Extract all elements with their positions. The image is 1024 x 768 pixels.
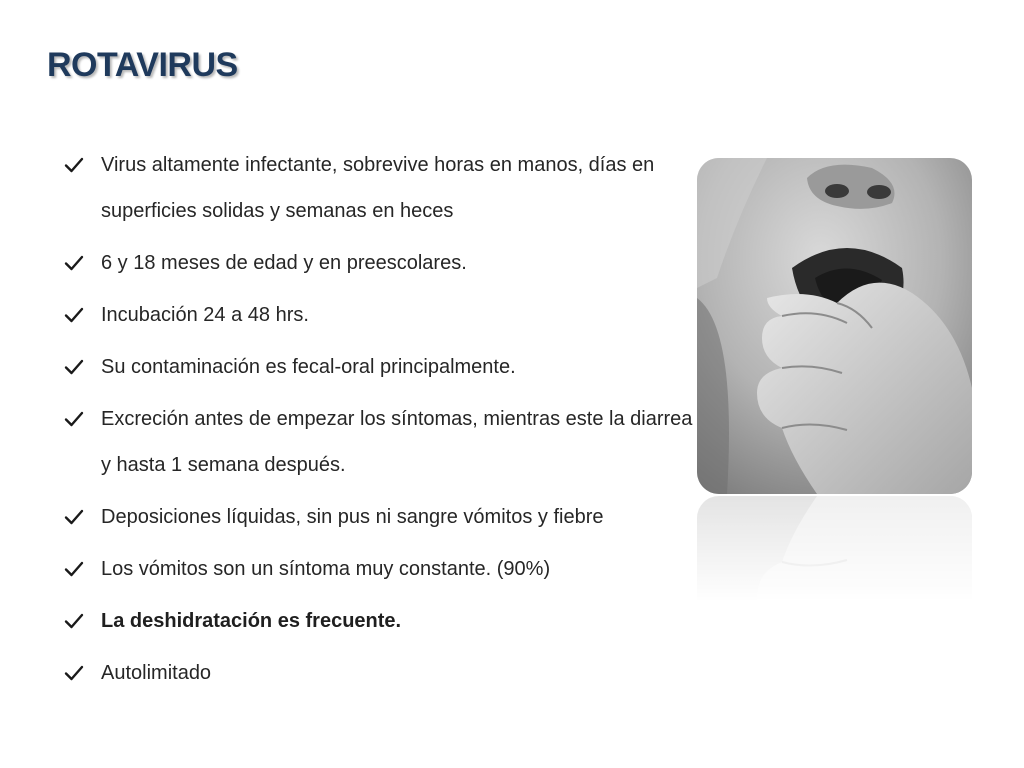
- bullet-item-8: [64, 598, 694, 644]
- bullet-item-3: [64, 292, 694, 338]
- baby-photo-reflection: [697, 496, 972, 606]
- bullet-list: [64, 142, 694, 702]
- checkmark-icon: [64, 611, 84, 631]
- bullet-text: 6 y 18 meses de edad y en preescolares.: [101, 252, 467, 274]
- bullet-text: La deshidratación es frecuente.: [101, 610, 402, 632]
- reflection-image: [697, 496, 972, 606]
- bullet-item-4: [64, 344, 694, 390]
- bullet-item-2: [64, 240, 694, 286]
- bullet-text: Incubación 24 a 48 hrs.: [101, 304, 309, 326]
- bullet-item-6: [64, 494, 694, 540]
- checkmark-icon: [64, 559, 84, 579]
- bullet-item-7: [64, 546, 694, 592]
- checkmark-icon: [64, 663, 84, 683]
- bullet-text: Excreción antes de empezar los síntomas, mientras este la diarrea y hasta 1 semana después.: [101, 408, 693, 476]
- bullet-item-5: [64, 396, 694, 488]
- bullet-text: Su contaminación es fecal-oral principalmente.: [101, 356, 516, 378]
- bullet-item-9: [64, 650, 694, 696]
- checkmark-icon: [64, 409, 84, 429]
- bullet-text: Deposiciones líquidas, sin pus ni sangre vómitos y fiebre: [101, 506, 604, 528]
- slide-title: ROTAVIRUS: [47, 46, 238, 84]
- checkmark-icon: [64, 507, 84, 527]
- checkmark-icon: [64, 155, 84, 175]
- bullet-text: Los vómitos son un síntoma muy constante. (90%): [101, 558, 551, 580]
- bullet-text: Autolimitado: [101, 662, 212, 684]
- checkmark-icon: [64, 357, 84, 377]
- checkmark-icon: [64, 253, 84, 273]
- bullet-item-1: [64, 142, 694, 234]
- baby-photo: [697, 158, 972, 494]
- checkmark-icon: [64, 305, 84, 325]
- bullet-text: Virus altamente infectante, sobrevive horas en manos, días en superficies solidas y semanas en heces: [101, 154, 655, 222]
- baby-mouth-hand-illustration: [697, 158, 972, 494]
